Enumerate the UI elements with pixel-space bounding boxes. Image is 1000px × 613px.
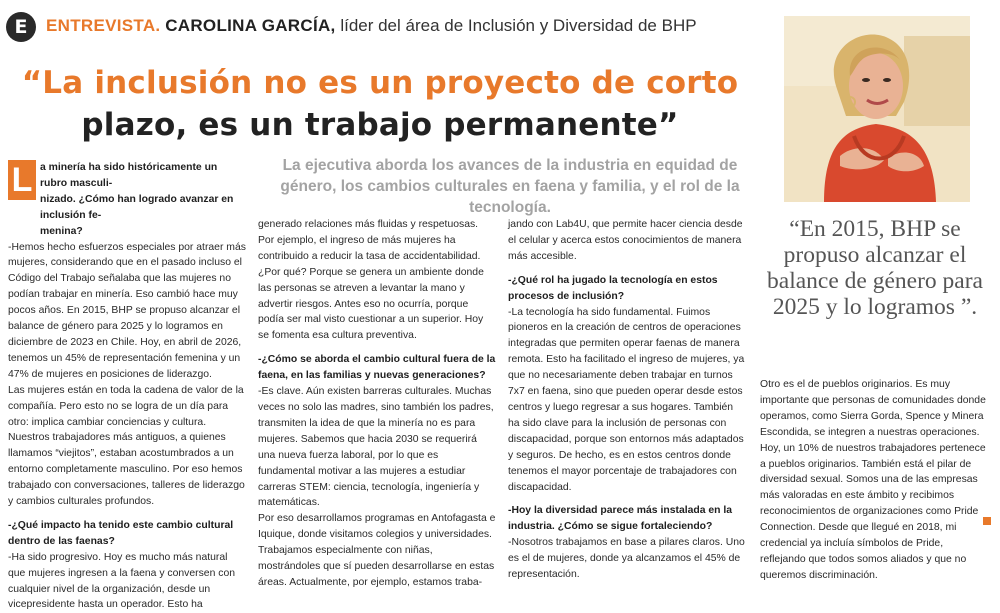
- answer-1-paragraph-2: Las mujeres están en toda la cadena de valor de la compañía. Pero esto no se logra de un día para otro: implica cambiar conciencias y cultura. Nuestros trabajadores más antiguos, a quienes llamamos “viejitos”, estaban acostumbrados a un entorno completamente masculino. Por eso hemos trabajado con conversaciones, talleres de liderazgo y cambios culturales profundos.: [8, 384, 245, 508]
- question-2: -¿Qué impacto ha tenido este cambio cultural dentro de las faenas?: [8, 519, 234, 547]
- question-3: -¿Cómo se aborda el cambio cultural fuera de la faena, en las familias y nuevas generaciones?: [258, 354, 496, 382]
- answer-2: -Ha sido progresivo. Hoy es mucho más natural que mujeres ingresen a la faena y conversen con cualquier nivel de la organización, desde un vicepresidente hasta un operador. Esto ha: [8, 551, 236, 611]
- answer-3-continued: jando con Lab4U, que permite hacer ciencia desde el celular y acerca estos conocimientos de manera más accesible.: [508, 219, 743, 262]
- answer-5: -Nosotros trabajamos en base a pilares claros. Uno es el de mujeres, donde ya alcanzamos el 45% de representación.: [508, 537, 745, 581]
- headline-line-1: “La inclusión no es un proyecto de corto: [21, 65, 739, 101]
- question-5: -Hoy la diversidad parece más instalada en la industria. ¿Cómo se sigue fortaleciendo?: [508, 505, 733, 533]
- question-1-line-3: menina?: [40, 225, 83, 237]
- text-column-1: [8, 160, 246, 613]
- text-column-4: [760, 377, 990, 584]
- answer-2-continued: generado relaciones más fluidas y respetuosas. Por ejemplo, el ingreso de más mujeres ha contribuido a reducir la tasa de accidentabilidad. ¿Por qué? Porque se genera un ambiente donde las personas se atreven a levantar la mano y advertir riesgos. Antes eso no ocurría, porque podía ser mal visto cuestionar a un superior. Hoy se fomenta esa cultura preventiva.: [258, 219, 484, 342]
- pull-quote: “En 2015, BHP se propuso alcanzar el balance de género para 2025 y lo logramos ”.: [767, 216, 983, 320]
- answer-3-paragraph-2: Por eso desarrollamos programas en Antofagasta e Iquique, donde visitamos colegios y universidades. Trabajamos especialmente con niñas, mostrándoles que sí pueden desarrollarse en estas áreas. Actualmente, por ejemplo, estamos traba-: [258, 513, 496, 588]
- section-badge: E: [6, 12, 36, 42]
- answer-3-paragraph-1: -Es clave. Aún existen barreras culturales. Muchas veces no solo las madres, sino también los padres, transmiten la idea de que la minería no es para mujeres. Sabemos que hacia 2030 se requerirá una nueva fuerza laboral, por lo que es fundamental motivar a las mujeres a estudiar carreras STEM: ciencia, tecnología, ingeniería y matemáticas.: [258, 386, 494, 509]
- answer-1-paragraph-1: -Hemos hecho esfuerzos especiales por atraer más mujeres, considerando que en el pasado incluso el Código del Trabajo señalaba que las mujeres no podían trabajar en minería. Eso cambió hace muy pocos años. En 2015, BHP se propuso alcanzar el balance de género para 2025 y lo logramos en diciembre de 2023 en Chile. Hoy, en abril de 2026, tenemos un 45% de representación femenina y un 47% de mujeres en posiciones de liderazgo.: [8, 241, 246, 380]
- headline-line-2: plazo, es un trabajo permanente”: [81, 107, 679, 143]
- kicker: [46, 16, 697, 36]
- kicker-name: CAROLINA GARCÍA,: [165, 16, 336, 35]
- question-1-line-1: a minería ha sido históricamente un rubro masculi-: [40, 162, 218, 189]
- answer-5-continued: Otro es el de pueblos originarios. Es muy importante que personas de comunidades donde operamos, como Sierra Gorda, Spence y Minera Escondida, se integren a nuestras operaciones. Hoy, un 10% de nuestros trabajadores pertenece a pueblos originarios. También está el pilar de diversidad sexual. Somos una de las empresas más valoradas en este ámbito y recibimos reconocimientos de organizaciones como Pride Connection. Desde que llegué en 2018, mi credencial ya incluía símbolos de Pride, reflejando que todos somos aliados y que no queremos discriminación.: [760, 379, 986, 581]
- kicker-role: líder del área de Inclusión y Diversidad de BHP: [340, 16, 697, 35]
- question-4: -¿Qué rol ha jugado la tecnología en estos procesos de inclusión?: [508, 274, 718, 302]
- question-1-line-2: nizado. ¿Cómo han logrado avanzar en inclusión fe-: [40, 193, 234, 221]
- answer-4: -La tecnología ha sido fundamental. Fuimos pioneros en la creación de centros de operaciones integradas que permiten operar faenas de manera remota. Esto ha facilitado el ingreso de mujeres, ya que no necesariamente deben trabajar en turnos 7x7 en faena, sino que pueden operar desde estos centros y luego regresar a sus hogares. También ha sido clave para la inclusión de personas con discapacidad, porque son entornos más adaptados y seguros. De hecho, es en estos centros donde tenemos el mayor porcentaje de trabajadores con discapacidad.: [508, 306, 745, 493]
- text-column-2: [258, 217, 496, 591]
- end-square-icon: [983, 517, 991, 525]
- headline: [10, 62, 750, 146]
- text-column-3: [508, 217, 746, 583]
- portrait-photo: [784, 16, 970, 202]
- drop-cap: L: [8, 160, 36, 200]
- deck-subtitle: La ejecutiva aborda los avances de la industria en equidad de género, los cambios culturales en faena y familia, y el rol de la tecnología.: [280, 157, 740, 216]
- kicker-label: ENTREVISTA.: [46, 16, 161, 35]
